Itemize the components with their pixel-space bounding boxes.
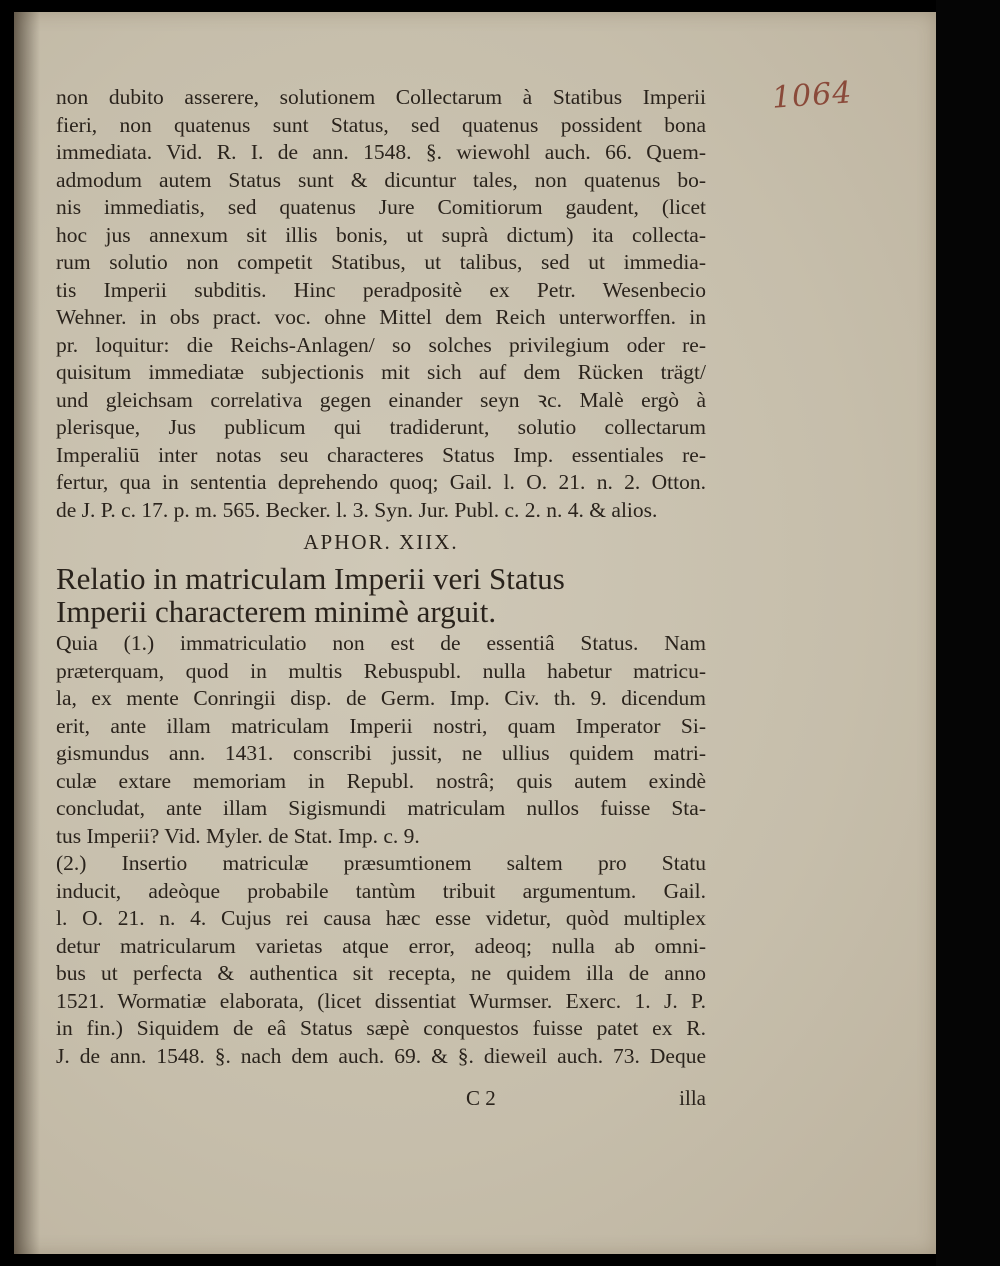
text-line: Wehner. in obs pract. voc. ohne Mittel dem Reich unterworffen. in (56, 305, 706, 329)
text-line: Relatio in matriculam Imperii veri Status (56, 561, 565, 596)
text-line: 1521. Wormatiæ elaborata, (licet dissentiat Wurmser. Exerc. 1. J. P. (56, 988, 706, 1013)
text-line: de J. P. c. 17. p. m. 565. Becker. l. 3. Syn. Jur. Publ. c. 2. n. 4. & alios. (56, 497, 658, 522)
text-line: tus Imperii? Vid. Myler. de Stat. Imp. c. 9. (56, 823, 420, 848)
gutter-shadow (14, 12, 40, 1254)
text-line: tis Imperii subditis. Hinc peradpositè ex Petr. Wesenbecio (56, 277, 706, 302)
text-line: pr. loquitur: die Reichs-Anlagen/ so solches privilegium oder re- (56, 332, 706, 357)
text-line: (2.) Insertio matriculæ præsumtionem saltem pro Statu (56, 851, 706, 875)
text-line: und gleichsam correlativa gegen einander seyn ꝛc. Malè ergò à (56, 387, 706, 412)
text-line: l. O. 21. n. 4. Cujus rei causa hæc esse videtur, quòd multiplex (56, 906, 706, 930)
catchword: illa (679, 1086, 706, 1110)
text-line: quisitum immediatæ subjectionis mit sich auf dem Rücken trägt/ (56, 360, 706, 384)
aphorism-label: APHOR. XIIX. (303, 530, 459, 554)
text-line: hoc jus annexum sit illis bonis, ut suprà dictum) ita collecta- (56, 222, 706, 247)
text-line: gismundus ann. 1431. conscribi jussit, ne ullius quidem matri- (56, 741, 706, 765)
text-line: erit, ante illam matriculam Imperii nostri, quam Imperator Si- (56, 713, 706, 738)
text-line: detur matricularum varietas atque error, adeoq; nulla ab omni- (56, 933, 706, 958)
text-line: Imperii characterem minimè arguit. (56, 594, 497, 629)
handwritten-page-number: 1064 (770, 75, 854, 116)
text-line: Imperaliū inter notas seu characteres Status Imp. essentiales re- (56, 442, 706, 467)
text-line: bus ut perfecta & authentica sit recepta, ne quidem illa de anno (56, 961, 706, 985)
text-line: nis immediatis, sed quatenus Jure Comitiorum gaudent, (licet (56, 195, 706, 219)
text-line: in fin.) Siquidem de eâ Status sæpè conquestos fuisse patet ex R. (56, 1016, 706, 1040)
text-line: Quia (1.) immatriculatio non est de essentiâ Status. Nam (56, 631, 706, 655)
text-line: non dubito asserere, solutionem Collectarum à Statibus Imperii (56, 85, 706, 109)
text-line: rum solutio non competit Statibus, ut talibus, sed ut immedia- (56, 250, 706, 274)
text-line: culæ extare memoriam in Republ. nostrâ; quis autem exindè (56, 768, 706, 793)
signature-mark: C 2 (466, 1086, 496, 1110)
text-line: admodum autem Status sunt & dicuntur tales, non quatenus bo- (56, 167, 706, 192)
text-line: J. de ann. 1548. §. nach dem auch. 69. & §. dieweil auch. 73. Deque (56, 1043, 706, 1068)
text-line: fertur, qua in sententia deprehendo quoq; Gail. l. O. 21. n. 2. Otton. (56, 470, 706, 494)
text-line: præterquam, quod in multis Rebuspubl. nulla habetur matricu- (56, 658, 706, 683)
scan-border (936, 0, 1000, 1266)
text-line: la, ex mente Conringii disp. de Germ. Imp. Civ. th. 9. dicendum (56, 686, 706, 710)
text-line: inducit, adeòque probabile tantùm tribuit argumentum. Gail. (56, 878, 706, 903)
text-line: plerisque, Jus publicum qui tradiderunt, solutio collectarum (56, 415, 706, 439)
text-line: immediata. Vid. R. I. de ann. 1548. §. wiewohl auch. 66. Quem- (56, 140, 706, 164)
text-line: concludat, ante illam Sigismundi matriculam nullos fuisse Sta- (56, 796, 706, 820)
text-line: fieri, non quatenus sunt Status, sed quatenus possident bona (56, 112, 706, 137)
